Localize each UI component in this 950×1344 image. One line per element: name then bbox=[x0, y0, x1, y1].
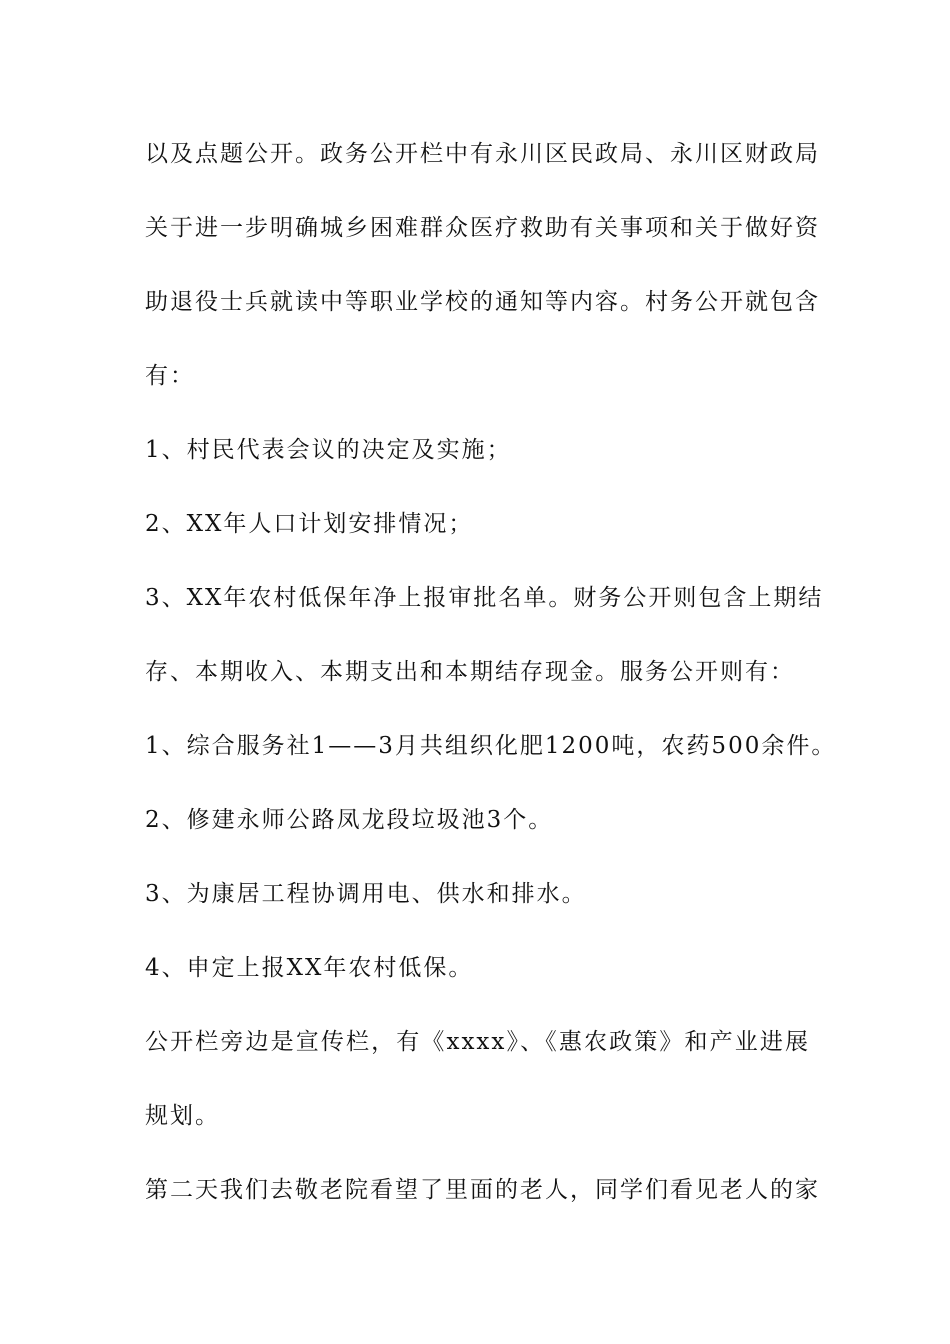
text-line: 第二天我们去敬老院看望了里面的老人，同学们看见老人的家 bbox=[145, 1177, 820, 1203]
text-line: 存、本期收入、本期支出和本期结存现金。服务公开则有： bbox=[145, 659, 795, 685]
text-line: 以及点题公开。政务公开栏中有永川区民政局、永川区财政局 bbox=[145, 141, 820, 167]
list-item: 4、申定上报XX年农村低保。 bbox=[145, 955, 474, 981]
text-line: 规划。 bbox=[145, 1103, 220, 1129]
text-line: 有： bbox=[145, 363, 195, 389]
list-item: 2、XX年人口计划安排情况； bbox=[145, 511, 474, 537]
list-item: 2、修建永师公路凤龙段垃圾池3个。 bbox=[145, 807, 554, 833]
list-item: 3、为康居工程协调用电、供水和排水。 bbox=[145, 881, 587, 907]
list-item: 1、综合服务社1——3月共组织化肥1200吨，农药500余件。 bbox=[145, 733, 837, 759]
text-line: 助退役士兵就读中等职业学校的通知等内容。村务公开就包含 bbox=[145, 289, 820, 315]
list-item: 1、村民代表会议的决定及实施； bbox=[145, 437, 512, 463]
list-item: 3、XX年农村低保年净上报审批名单。财务公开则包含上期结 bbox=[145, 585, 824, 611]
document-body bbox=[145, 130, 837, 1240]
text-line: 关于进一步明确城乡困难群众医疗救助有关事项和关于做好资 bbox=[145, 215, 820, 241]
text-line: 公开栏旁边是宣传栏，有《xxxx》、《惠农政策》和产业进展 bbox=[145, 1029, 810, 1055]
